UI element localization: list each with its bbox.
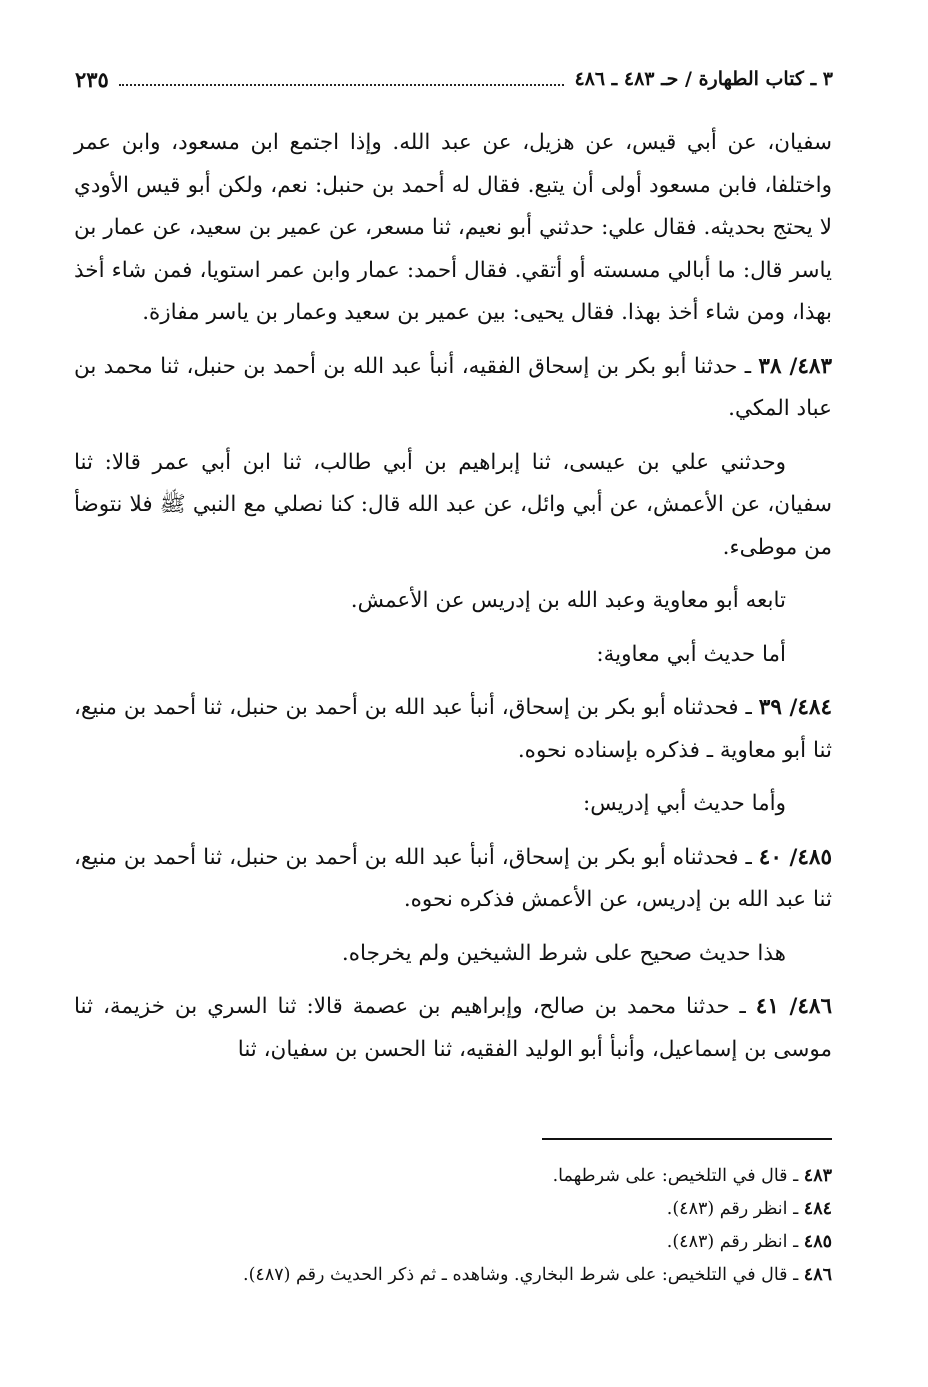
hadith-paragraph	[74, 346, 832, 431]
paragraph: تابعه أبو معاوية وعبد الله بن إدريس عن الأعمش.	[350, 588, 786, 613]
hadith-number: ٤٨٣/ ٣٨	[758, 353, 832, 379]
footnote-text: ـ قال في التلخيص: على شرطهما.	[552, 1166, 804, 1186]
page-number: ٢٣٥	[75, 66, 109, 92]
hadith-number: ٤٨٦/ ٤١	[755, 994, 832, 1019]
footnote-text: ـ انظر رقم (٤٨٣).	[666, 1232, 804, 1252]
paragraph: سفيان، عن أبي قيس، عن هزيل، عن عبد الله. وإذا اجتمع ابن مسعود، وابن عمر واختلفا، فابن مسعود أولى أن يتبع. فقال له أحمد بن حنبل: نعم، ولكن أبو قيس الأودي لا يحتج بحديثه. فقال علي: حدثني أبو نعيم، ثنا مسعر، عن عمير بن سعيد، عن عمار بن ياسر قال: ما أبالي مسسته أو أتقي. فقال أحمد: عمار وابن عمر استويا، فمن شاء أخذ بهذا، ومن شاء أخذ بهذا. فقال يحيى: بين عمير بن سعيد وعمار بن ياسر مفازة.	[74, 130, 832, 325]
leader-dots	[119, 72, 565, 86]
hadith-paragraph	[74, 687, 832, 772]
paragraph: أما حديث أبي معاوية:	[596, 641, 786, 667]
footnote-number: ٤٨٥	[803, 1232, 832, 1252]
footnote-divider	[542, 1138, 832, 1140]
hadith-paragraph	[74, 986, 832, 1071]
footnote-text: ـ قال في التلخيص: على شرط البخاري. وشاهده ـ ثم ذكر الحديث رقم (٤٨٧).	[243, 1265, 804, 1285]
hadith-text: ـ فحدثناه أبو بكر بن إسحاق، أنبأ عبد الله بن أحمد بن حنبل، ثنا أحمد بن منيع، ثنا أبو معاوية ـ فذكره بإسناده نحوه.	[74, 695, 832, 763]
footnote-number: ٤٨٤	[803, 1199, 832, 1219]
footnote	[74, 1259, 832, 1292]
paragraph: وأما حديث أبي إدريس:	[582, 791, 786, 816]
hadith-text: ـ حدثنا محمد بن صالح، وإبراهيم بن عصمة قالا: ثنا السري بن خزيمة، ثنا موسى بن إسماعيل، وأنبأ أبو الوليد الفقيه، ثنا الحسن بن سفيان، ثنا	[74, 994, 832, 1062]
paragraph: هذا حديث صحيح على شرط الشيخين ولم يخرجاه.	[341, 940, 786, 966]
paragraph: وحدثني علي بن عيسى، ثنا إبراهيم بن أبي طالب، ثنا ابن أبي عمر قالا: ثنا سفيان، عن الأعمش، عن أبي وائل، عن عبد الله قال: كنا نصلي مع النبي ﷺ فلا نتوضأ من موطىء.	[74, 449, 832, 560]
footnote-number: ٤٨٦	[803, 1265, 832, 1285]
footnote-text: ـ انظر رقم (٤٨٣).	[666, 1199, 804, 1219]
hadith-paragraph	[74, 837, 832, 922]
footnote	[74, 1226, 832, 1259]
footnote	[74, 1160, 832, 1193]
hadith-number: ٤٨٥/ ٤٠	[758, 844, 832, 870]
footnotes	[74, 1160, 832, 1292]
hadith-text: ـ حدثنا أبو بكر بن إسحاق الفقيه، أنبأ عبد الله بن أحمد بن حنبل، ثنا محمد بن عباد المكي.	[74, 353, 832, 421]
hadith-text: ـ فحدثناه أبو بكر بن إسحاق، أنبأ عبد الله بن أحمد بن حنبل، ثنا أحمد بن منيع، ثنا عبد الله بن إدريس، عن الأعمش فذكره نحوه.	[74, 844, 832, 912]
running-header	[75, 62, 833, 96]
footnote	[74, 1193, 832, 1226]
footnote-number: ٤٨٣	[803, 1166, 832, 1186]
chapter-title: ٣ ـ كتاب الطهارة / حـ ٤٨٣ ـ ٤٨٦	[574, 68, 833, 90]
main-text	[74, 122, 832, 1082]
hadith-number: ٤٨٤/ ٣٩	[758, 695, 832, 720]
